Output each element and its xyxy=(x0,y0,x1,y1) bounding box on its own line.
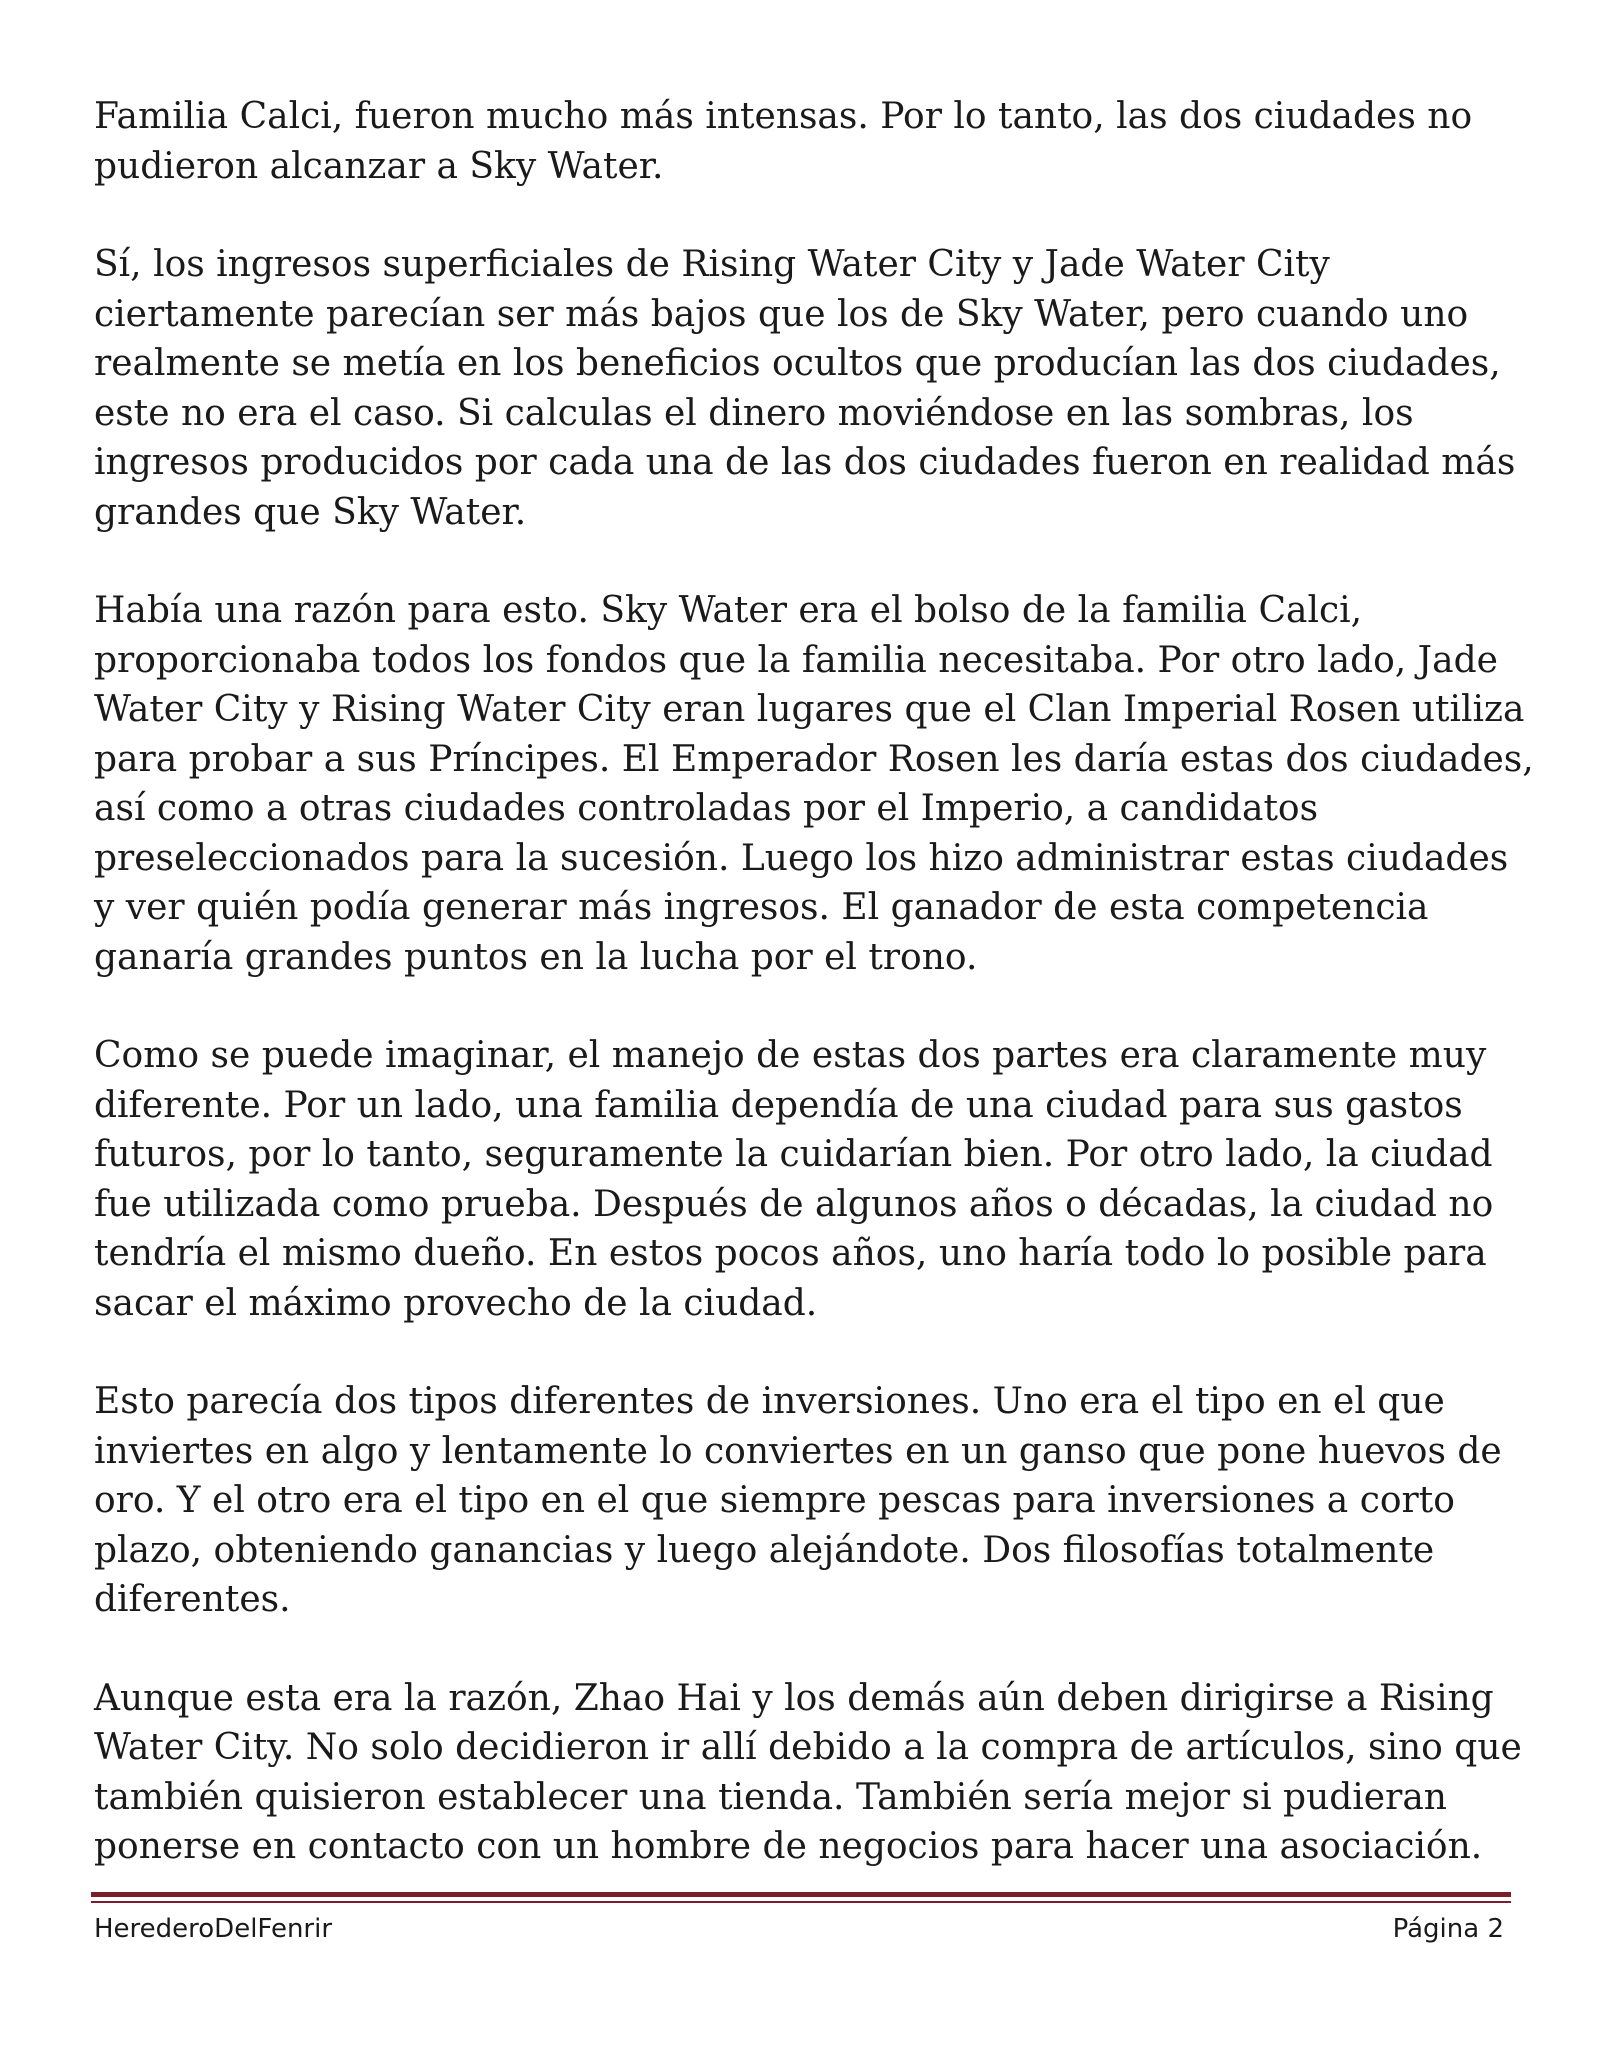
document-body xyxy=(94,92,1534,1921)
text-line: plazo, obteniendo ganancias y luego alejándote. Dos filosofías totalmente xyxy=(94,1529,1435,1571)
text-line: grandes que Sky Water. xyxy=(94,491,527,533)
text-line: oro. Y el otro era el tipo en el que siempre pescas para inversiones a corto xyxy=(94,1480,1455,1521)
text-line: ganaría grandes puntos en la lucha por el trono. xyxy=(94,936,978,978)
text-line: futuros, por lo tanto, seguramente la cuidarían bien. Por otro lado, la ciudad xyxy=(94,1134,1493,1175)
text-line: para probar a sus Príncipes. El Emperador Rosen les daría estas dos ciudades, xyxy=(94,738,1534,780)
text-line: fue utilizada como prueba. Después de algunos años o décadas, la ciudad no xyxy=(94,1183,1494,1225)
paragraph-3 xyxy=(94,586,1534,982)
text-line: Water City y Rising Water City eran lugares que el Clan Imperial Rosen utiliza xyxy=(94,689,1525,730)
text-line: ciertamente parecían ser más bajos que los de Sky Water, pero cuando uno xyxy=(94,293,1469,335)
text-line: pudieron alcanzar a Sky Water. xyxy=(94,145,664,187)
text-line: proporcionaba todos los fondos que la familia necesitaba. Por otro lado, Jade xyxy=(94,639,1498,681)
text-line: Como se puede imaginar, el manejo de estas dos partes era claramente muy xyxy=(94,1035,1487,1076)
paragraph-4 xyxy=(94,1031,1534,1328)
text-line: ingresos producidos por cada una de las dos ciudades fueron en realidad más xyxy=(94,442,1516,483)
text-line: y ver quién podía generar más ingresos. El ganador de esta competencia xyxy=(94,887,1429,928)
text-line: diferente. Por un lado, una familia dependía de una ciudad para sus gastos xyxy=(94,1084,1463,1126)
paragraph-5 xyxy=(94,1377,1534,1625)
text-line: Aunque esta era la razón, Zhao Hai y los demás aún deben dirigirse a Rising xyxy=(94,1677,1494,1719)
text-line: inviertes en algo y lentamente lo conviertes en un ganso que pone huevos de xyxy=(94,1430,1502,1472)
text-line: preseleccionados para la sucesión. Luego los hizo administrar estas ciudades xyxy=(94,837,1509,879)
text-line: Water City. No solo decidieron ir allí debido a la compra de artículos, sino que xyxy=(94,1727,1522,1768)
text-line: también quisieron establecer una tienda. También sería mejor si pudieran xyxy=(94,1776,1447,1818)
paragraph-2 xyxy=(94,240,1534,537)
footer-divider-thick xyxy=(91,1892,1511,1897)
text-line: sacar el máximo provecho de la ciudad. xyxy=(94,1282,818,1324)
text-line: diferentes. xyxy=(94,1579,291,1620)
text-line: Sí, los ingresos superficiales de Rising Water City y Jade Water City xyxy=(94,244,1330,285)
text-line: tendría el mismo dueño. En estos pocos años, uno haría todo lo posible para xyxy=(94,1233,1487,1274)
paragraph-1 xyxy=(94,92,1534,191)
footer-divider-thin xyxy=(91,1901,1511,1903)
text-line: Esto parecía dos tipos diferentes de inversiones. Uno era el tipo en el que xyxy=(94,1381,1445,1422)
text-line: Había una razón para esto. Sky Water era el bolso de la familia Calci, xyxy=(94,590,1363,631)
text-line: este no era el caso. Si calculas el dinero moviéndose en las sombras, los xyxy=(94,392,1414,434)
paragraph-6 xyxy=(94,1674,1534,1872)
footer-page-number: Página 2 xyxy=(1392,1914,1504,1944)
text-line: realmente se metía en los beneficios ocultos que producían las dos ciudades, xyxy=(94,343,1501,384)
footer-author: HerederoDelFenrir xyxy=(94,1914,333,1944)
text-line: así como a otras ciudades controladas por el Imperio, a candidatos xyxy=(94,788,1319,829)
text-line: Familia Calci, fueron mucho más intensas. Por lo tanto, las dos ciudades no xyxy=(94,96,1473,137)
text-line: ponerse en contacto con un hombre de negocios para hacer una asociación. xyxy=(94,1826,1483,1867)
